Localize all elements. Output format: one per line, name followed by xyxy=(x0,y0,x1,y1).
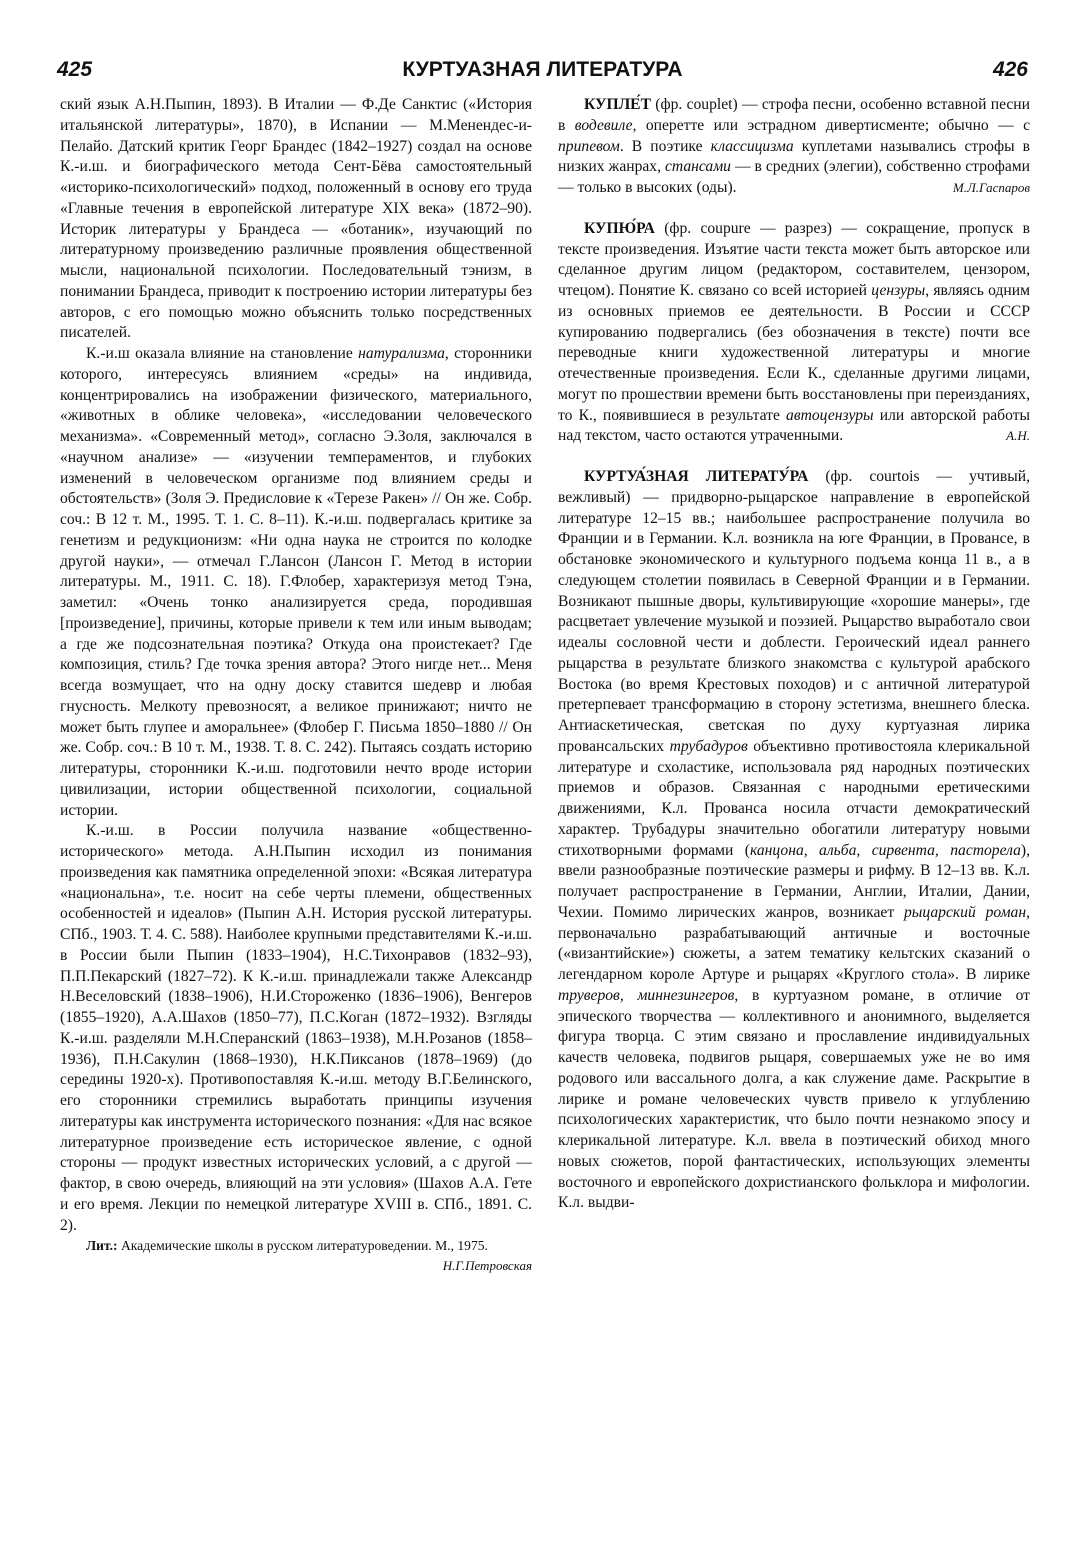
headword: КУПЮ́РА xyxy=(584,219,655,237)
cross-reference: натурализма xyxy=(358,345,445,362)
literature-list: Лит.: Академические школы в русском литературоведении. М., 1975. Н.Г.Петровская xyxy=(60,1236,532,1256)
cross-reference: цензуры xyxy=(871,282,926,299)
cross-reference: автоцензуры xyxy=(786,406,874,424)
paragraph: ский язык А.Н.Пыпин, 1893). В Италии — Ф.Де Санктис («История итальянской литературы», 1870), в Испании — М.Менендес-и-Пелайо. Датский критик Георг Брандес (1842–1927) создал на основе К.-и.ш. и биографического метода Сент-Бёва самостоятельный «историко-психологический» подход, положенный в основу его труда «Главные течения в европейской литературе XIX века» (1872–90). Историк литературы у Брандеса — «ботаник», изучающий по литературному произведению различные проявления общественной мысли, национальной психологии. Последовательный тэнизм, в понимании Брандеса, приводит к построению истории литературы без авторов, с его помощью можно объяснить только посредственных писателей. xyxy=(60,96,532,342)
cross-reference: классицизма xyxy=(710,137,794,155)
cross-reference: водевиле xyxy=(574,116,633,134)
entry-kupyura: КУПЮ́РА (фр. coupure — разрез) — сокращение, пропуск в тексте произведения. Изъятие части текста может быть авторское или сделанное другим лицом (редактором, составителем, цензором, чтецом). Понятие К. связано со всей историей цензуры, являясь одним из основных приемов ее деятельности. В России и СССР купированию подвергались (без обозначения в тексте) почти все переводные книги художественной литературы и многие отечественные произведения. Если К., сделанные другими лицами, могут по прошествии времени быть восстановлены при переизданиях, то К., появившиеся в результате автоцензуры или авторской работы над текстом, часто остаются утраченными. А.Н. xyxy=(558,219,1030,447)
running-header xyxy=(55,58,1030,90)
paragraph: К.-и.ш. в России получила название «общественно-исторического» метода. А.Н.Пыпин исходил из понимания произведения как памятника определенной эпохи: «Всякая литература «национальна», т.е. носит на себе черты племени, общественных особенностей и идеалов» (Пыпин А.Н. История русской литературы. СПб., 1903. Т. 4. С. 588). Наиболее крупными представителями К.-и.ш. в России были Пыпин (1833–1904), Н.С.Тихонравов (1832–93), П.П.Пекарский (1827–72). К К.-и.ш. принадлежали также Александр Н.Веселовский (1838–1906), Н.И.Стороженко (1836–1906), Венгеров (1855–1920), А.А.Шахов (1850–77), П.С.Коган (1872–1932). Взгляды К.-и.ш. разделяли М.Н.Сперанский (1863–1938), М.Н.Розанов (1858–1936), П.Н.Сакулин (1868–1930), Н.К.Пиксанов (1878–1969) (до середины 1920-х). Противопоставляя К.-и.ш. методу В.Г.Белинского, его сторонники стремились выработать принципы изучения литературы как инструмента исторического познания: «Для нас всякое литературное произведение есть историческое явление, с одной стороны — продукт известных исторических условий, а с другой — фактор, в свою очередь, влияющий на эти условия» (Шахов А.А. Гете и его время. Лекции по немецкой литературе XVIII в. СПб., 1891. С. 2). xyxy=(60,822,532,1234)
headword: КУРТУА́ЗНАЯ ЛИТЕРАТУ́РА xyxy=(584,468,809,485)
cross-reference: труверов, миннезингеров xyxy=(558,986,735,1004)
author-signature: Н.Г.Петровская xyxy=(442,1258,532,1274)
literature-label: Лит.: xyxy=(86,1238,118,1254)
entry-kuplet: КУПЛЕ́Т (фр. couplet) — строфа песни, особенно вставной песни в водевиле, оперетте или эстрадном дивертисменте; обычно — с припевом. В поэтике классицизма куплетами назывались строфы в низких жанрах, стансами — в средних (элегии), собственно строфами — только в высоких (оды). М.Л.Гаспаров xyxy=(558,95,1030,199)
cross-reference: припевом xyxy=(558,137,620,155)
left-column xyxy=(60,95,532,1276)
page-number-right: 426 xyxy=(992,58,1028,81)
paragraph: К.-и.ш оказала влияние на становление натурализма, сторонники которого, интересуясь влиянием «среды» на индивида, концентрировались на изображении физического, материального, «животных в облике человека», «исследовании человеческого механизма». «Современный метод», согласно Э.Золя, заключался в «научном анализе» — «изучении темпераментов, и глубоких изменений в человеческом организме под влиянием среды и обстоятельств» (Золя Э. Предисловие к «Терезе Ракен» // Он же. Собр. соч.: В 12 т. М., 1995. Т. 1. С. 8–11). К.-и.ш. подвергалась критике за генетизм и редукционизм: «Ни одна наука не строится по колодке другой науки», — отмечал Г.Лансон (Лансон Г. Метод в истории литературы. М., 1911. С. 18). Г.Флобер, характеризуя метод Тэна, заметил: «Очень тонко анализируется среда, породившая [произведение], причины, которые привели к тем или иным выводам; а где же подсознательная поэтика? Откуда она проистекает? Где композиция, стиль? Где точка зрения автора? Этого нигде нет... Меня всегда возмущает, что на одну доску ставится шедевр и любая гнусность. Мелкоту превозносят, а великое принижают; ничто не может быть глупее и аморальнее» (Флобер Г. Письма 1850–1880 // Он же. Собр. соч.: В 10 т. М., 1938. Т. 8. С. 242). Пытаясь создать историю литературы, сторонники К.-и.ш. подготовили нечто вроде истории цивилизации, истории общественной психологии, социальной истории. xyxy=(60,345,532,819)
running-title: КУРТУАЗНАЯ ЛИТЕРАТУРА xyxy=(402,58,683,81)
author-signature: А.Н. xyxy=(1006,428,1030,444)
cross-reference: стансами xyxy=(665,158,731,176)
page-number-left: 425 xyxy=(57,58,93,81)
right-column xyxy=(558,95,1030,1214)
headword: КУПЛЕ́Т xyxy=(584,96,651,113)
cross-reference: трубадуров xyxy=(669,737,748,755)
entry-kurtuaznaya-literatura: КУРТУА́ЗНАЯ ЛИТЕРАТУ́РА (фр. courtois — учтивый, вежливый) — придворно-рыцарское направление в европейской литературе 12–15 вв.; наибольшее распространение получила во Франции и в Германии. К.л. возникла на юге Франции, в Провансе, в обстановке экономического и культурного подъема конца 11 в., а в следующем столетии появилась в Северной Франции и в Германии. Возникают пышные дворы, культивирующие «хорошие манеры», где расцветает увлечение музыкой и поэзией. Рыцарство выработало свои идеалы сословной чести и доблести. Героический идеал раннего рыцарства в результате близкого знакомства с культурой арабского Востока (во время Крестовых походов) и с античной литературой претерпевает трансформацию в сторону эстетизма, внешнего блеска. Антиаскетическая, светская по духу куртуазная лирика провансальских трубадуров объективно противостояла клерикальной литературе и схоластике, использовала ряд народных поэтических приемов и образов. Связанная с народными еретическими движениями, К.л. Прованса носила отчасти демократический характер. Трубадуры значительно обогатили литературу новыми стихотворными формами (канцона, альба, сирвента, пасторела), ввели разнообразные поэтические размеры и рифму. В 12–13 вв. К.л. получает распространение в Германии, Англии, Италии, Дании, Чехии. Помимо лирических жанров, возникает рыцарский роман, первоначально разрабатывающий античные и восточные («византийские») сюжеты, а затем тематику кельтских сказаний о легендарном короле Артуре и рыцарях «Круглого стола». В лирике труверов, миннезингеров, в куртуазном романе, в отличие от эпического творчества — коллективного и анонимного, выделяется фигура творца. С этим связано и прославление индивидуальных качеств человека, подвигов рыцаря, совершаемых уже не во имя родового или вассального долга, а как служение даме. Раскрытие в лирике и романе человеческих чувств привело к углублению психологических характеристик, что было почти незнакомо эпосу и клерикальной литературе. К.л. ввела в поэтический обиход много новых сюжетов, порой фантастических, использующих элементы восточного и европейского дохристианского фольклора и мифологии. К.л. выдви- xyxy=(558,468,1031,1212)
cross-reference: канцона, альба, сирвента, пасторела xyxy=(749,841,1021,859)
author-signature: М.Л.Гаспаров xyxy=(952,180,1030,195)
cross-reference: рыцарский роман xyxy=(904,903,1027,921)
